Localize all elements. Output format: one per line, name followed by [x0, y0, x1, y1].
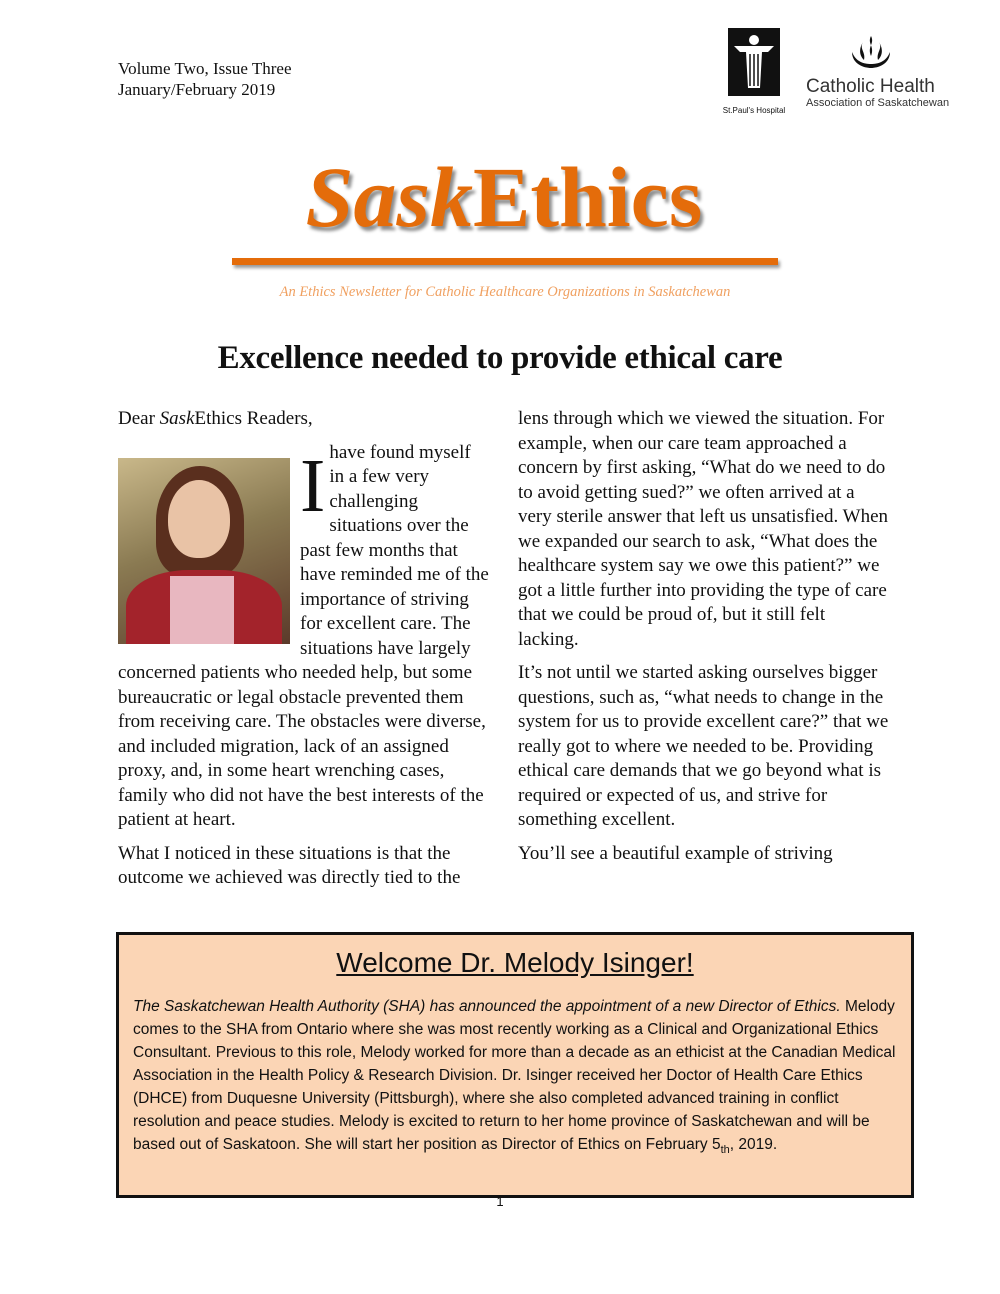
welcome-end: , 2019.	[729, 1136, 778, 1153]
association-name-line1: Catholic Health	[806, 76, 935, 97]
welcome-superscript: th	[720, 1144, 730, 1157]
article-headline: Excellence needed to provide ethical care	[217, 340, 783, 376]
catholic-health-logo	[806, 34, 956, 110]
article-paragraph-2: What I noticed in these situations is that the outcome we achieved was directly tied to the	[118, 842, 461, 888]
masthead-rule	[232, 258, 778, 265]
flame-hands-icon	[846, 34, 896, 70]
masthead-tagline: An Ethics Newsletter for Catholic Healthcare Organizations in Saskatchewan	[279, 284, 731, 300]
article-column-left	[118, 407, 490, 900]
hospital-name: St.Paul's Hospital	[722, 106, 786, 115]
article-paragraph-3: It’s not until we started asking ourselves bigger questions, such as, “what needs to change in the system for us to provide excellent care?” that we really got to where we needed to be. Providing ethical care demands that we go beyond what is required or expected of us, and strive for something excellent.	[518, 662, 889, 830]
salutation-suffix: Ethics Readers,	[194, 408, 313, 429]
article-paragraph-4: You’ll see a beautiful example of striving	[518, 842, 833, 864]
issue-volume: Volume Two, Issue Three	[118, 59, 292, 78]
welcome-title: Welcome Dr. Melody Isinger!	[336, 947, 694, 978]
issue-date: January/February 2019	[118, 80, 276, 99]
masthead-title-plain: Ethics	[472, 149, 703, 245]
drop-cap: I	[300, 443, 326, 528]
author-photo	[118, 458, 290, 644]
issue-info	[118, 58, 292, 100]
article-column-right	[518, 407, 890, 875]
masthead-title-italic: Sask	[305, 149, 473, 245]
st-pauls-hospital-logo	[718, 28, 790, 115]
masthead-title	[228, 148, 780, 246]
welcome-body-text: Melody comes to the SHA from Ontario where she was most recently working as a Clinical and Organizational Ethics Consultant. Previous to this role, Melody worked for more than a decade as an ethicist at the Canadian Medical Association in the Health Policy & Research Division. Dr. Isinger received her Doctor of Health Care Ethics (DHCE) from Duquesne University (Pittsburgh), where she also completed advanced training in conflict resolution and peace studies. Melody is excited to return to her home province of Saskatchewan and will be based out of Saskatoon. She will start her position as Director of Ethics on February 5	[133, 998, 896, 1153]
welcome-body	[133, 995, 897, 1162]
salutation	[118, 407, 490, 432]
article-paragraph-2-continued: lens through which we viewed the situation. For example, when our care team approached a concern by first asking, “What do we need to do to avoid getting sued?” we often arrived at a very sterile answer that left us unsatisfied. When we expanded our search to ask, “What does the healthcare system say we owe this patient?” we got a little further into providing the type of care that we could be proud of, but it still felt lacking.	[518, 408, 889, 650]
salutation-prefix: Dear	[118, 408, 160, 429]
association-name-line2: Association of Saskatchewan	[806, 97, 950, 109]
page-number: 1	[496, 1194, 504, 1209]
welcome-announcement-box	[116, 932, 914, 1198]
salutation-italic: Sask	[159, 408, 195, 429]
paragraph-1-text: have found myself in a few very challenging situations over the past few months that have reminded me of the importance of striving for excellent care. The situations have largely concerned patients who needed help, but some bureaucratic or legal obstacle prevented them from receiving care. The obstacles were diverse, and included migration, lack of an assigned proxy, and, in some heart wrenching cases, family who did not have the best interests of the patient at heart.	[118, 441, 489, 830]
welcome-intro: The Saskatchewan Health Authority (SHA) has announced the appointment of a new Director of Ethics.	[133, 998, 841, 1015]
christ-figure-icon	[728, 28, 780, 96]
